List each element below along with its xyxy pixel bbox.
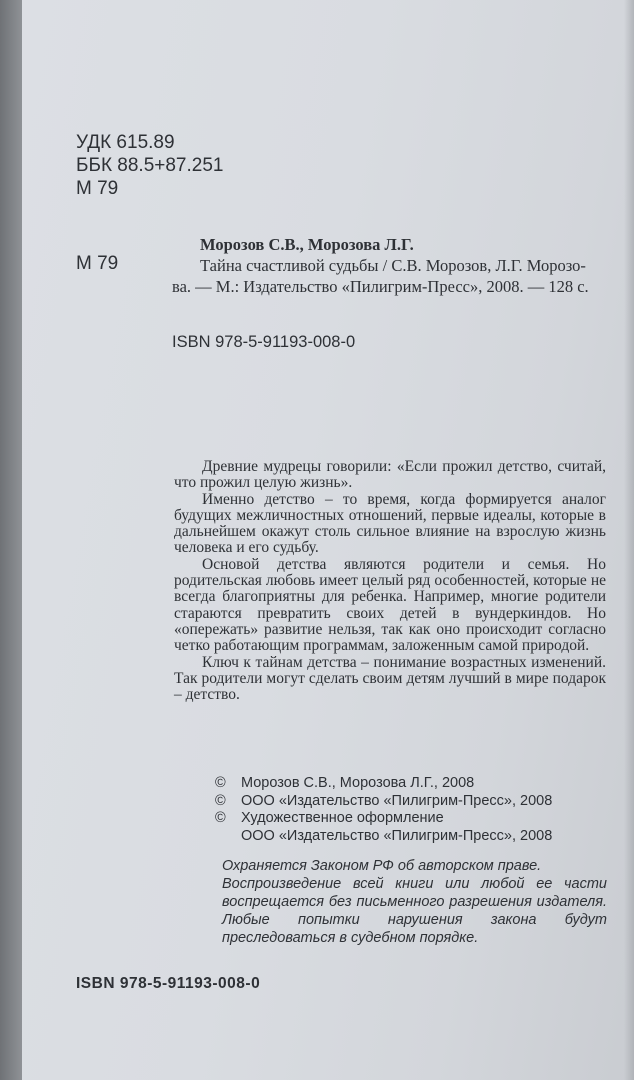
annotation-paragraph: Основой детства являются родители и семья. Но родительская любовь имеет целый ряд особенностей, которые не всегда благоприятны для ребенка. Например, многие родители стараются превратить своих детей в вундеркиндов. Но «опережать» развитие нельзя, так как оно происходит согласно четко работающим программам, заложенным самой природой. bbox=[174, 555, 606, 655]
annotation bbox=[174, 459, 606, 703]
copyright-text: ООО «Издательство «Пилигрим-Пресс», 2008 bbox=[241, 792, 553, 809]
isbn-top: ISBN 978-5-91193-008-0 bbox=[172, 333, 356, 351]
legal-notice-body: Воспроизведение всей книги или любой ее части воспрещается без письменного разрешения издателя. Любые попытки нарушения закона будут преследоваться в судебном порядке. bbox=[222, 876, 607, 946]
copyright-row bbox=[215, 793, 552, 811]
udk-code: УДК 615.89 bbox=[76, 132, 175, 153]
copyright-block bbox=[215, 775, 552, 845]
annotation-paragraph: Древние мудрецы говорили: «Если прожил детство, считай, что прожил целую жизнь». bbox=[174, 458, 606, 492]
page-edge-shadow bbox=[624, 0, 634, 1080]
catalog-mark: М 79 bbox=[76, 253, 119, 274]
author-mark: М 79 bbox=[76, 178, 119, 199]
title-line: Тайна счастливой судьбы / С.В. Морозов, Л.Г. Морозо- bbox=[200, 256, 586, 275]
author-line: Морозов С.В., Морозова Л.Г. bbox=[200, 235, 414, 254]
book-page bbox=[22, 0, 634, 1080]
publisher-line: ва. — М.: Издательство «Пилигрим-Пресс», 2008. — 128 с. bbox=[172, 277, 589, 296]
annotation-paragraph: Ключ к тайнам детства – понимание возрастных изменений. Так родители могут сделать своим детям лучший в мире подарок – детство. bbox=[174, 653, 606, 704]
legal-notice-line: Охраняется Законом РФ об авторском праве. bbox=[222, 858, 542, 874]
copyright-symbol: © bbox=[215, 792, 226, 809]
copyright-row bbox=[215, 828, 552, 846]
book-spine-shadow bbox=[0, 0, 22, 1080]
annotation-paragraph: Именно детство – то время, когда формируется аналог будущих межличностных отношений, первые идеалы, которые в дальнейшем окажут столь сильное влияние на взрослую жизнь человека и его судьбу. bbox=[174, 490, 606, 557]
bbk-code: ББК 88.5+87.251 bbox=[76, 155, 224, 176]
isbn-bottom: ISBN 978-5-91193-008-0 bbox=[76, 975, 261, 992]
legal-notice bbox=[222, 857, 607, 947]
classification-codes bbox=[76, 131, 223, 200]
copyright-row bbox=[215, 810, 552, 828]
copyright-symbol: © bbox=[215, 775, 226, 791]
copyright-row bbox=[215, 775, 552, 793]
copyright-symbol: © bbox=[215, 810, 226, 826]
bibliographic-record bbox=[172, 234, 612, 297]
copyright-text: Морозов С.В., Морозова Л.Г., 2008 bbox=[241, 775, 475, 791]
copyright-text: Художественное оформление bbox=[241, 810, 444, 826]
copyright-text: ООО «Издательство «Пилигрим-Пресс», 2008 bbox=[241, 827, 553, 844]
